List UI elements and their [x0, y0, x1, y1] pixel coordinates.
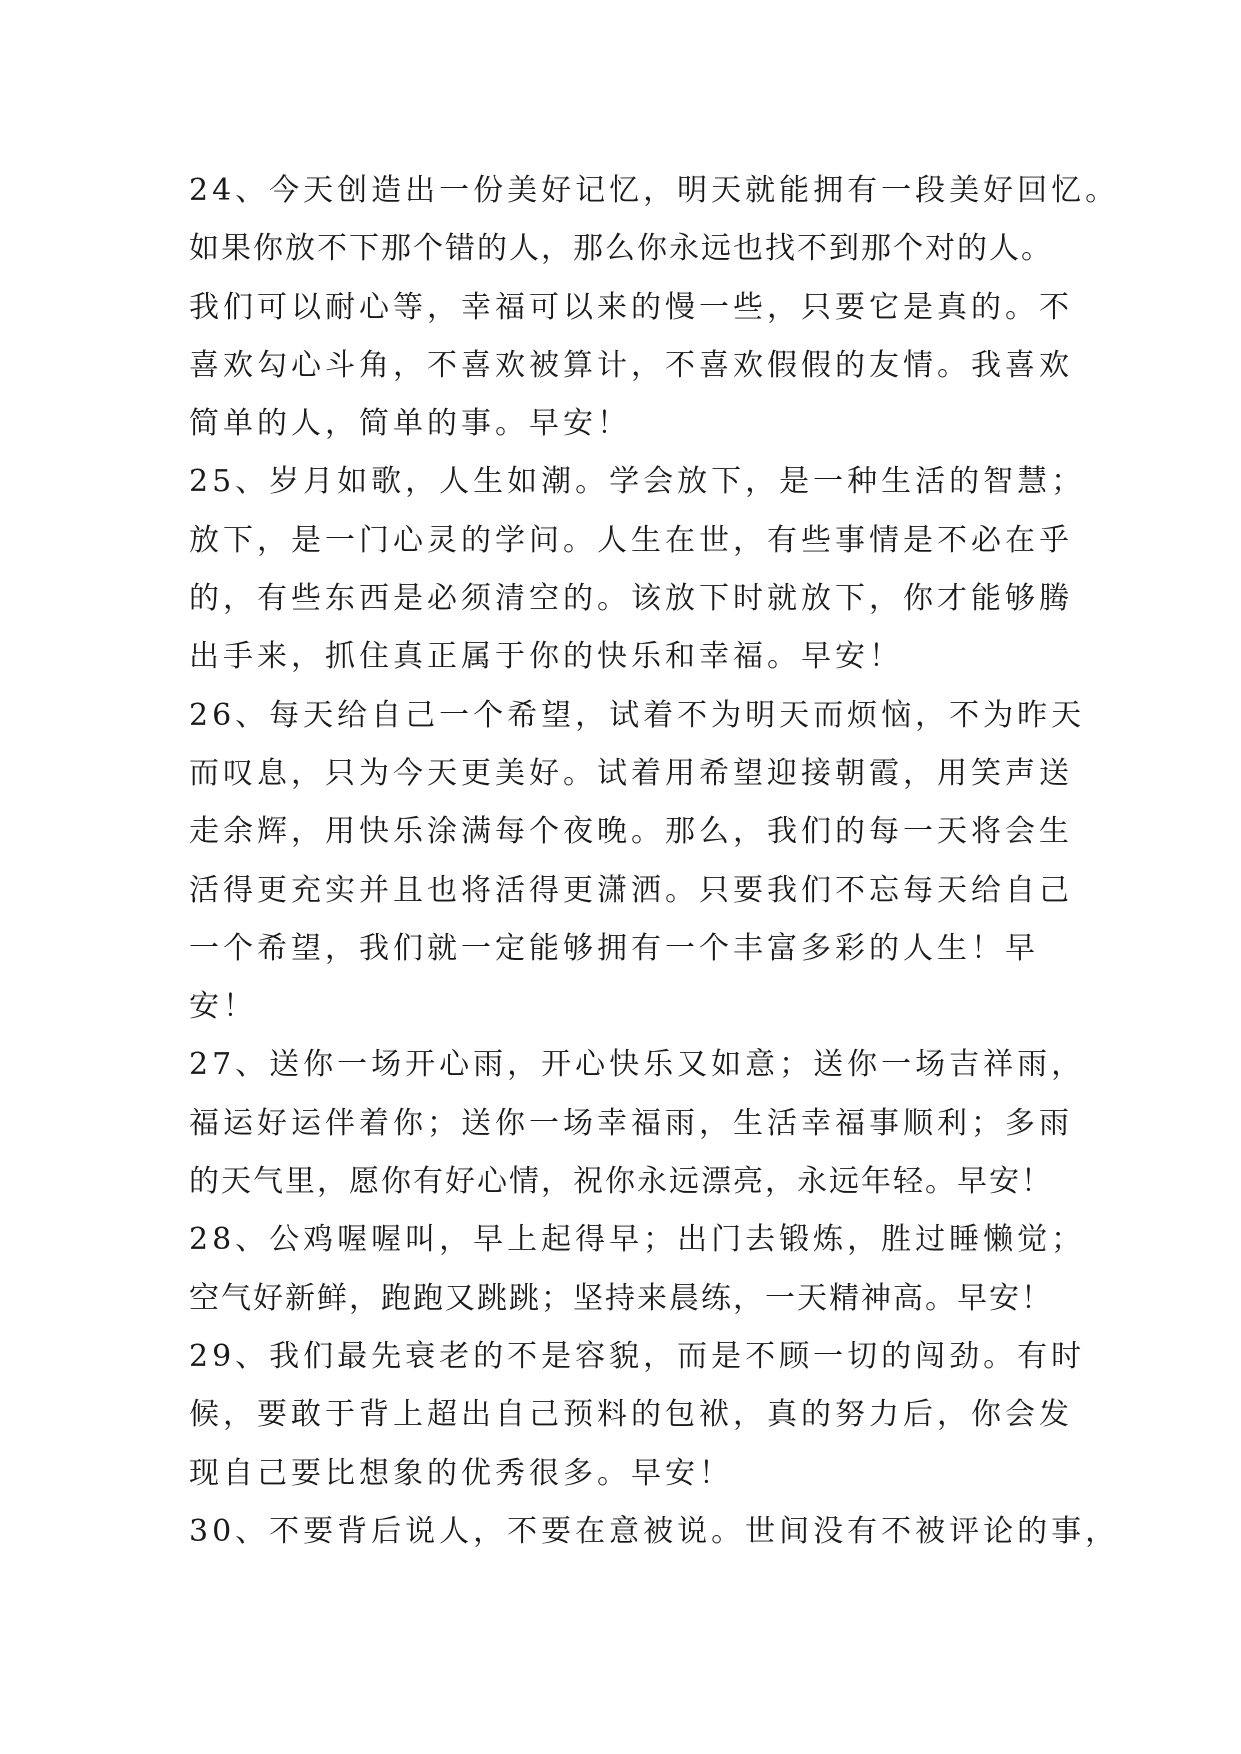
text-line: 如果你放不下那个错的人，那么你永远也找不到那个对的人。	[189, 231, 1053, 267]
text-line: 放下，是一门心灵的学问。人生在世，有些事情是不必在乎	[189, 522, 1073, 558]
text-line: 一个希望，我们就一定能够拥有一个丰富多彩的人生！早	[189, 930, 1039, 966]
document-body	[189, 162, 1209, 1561]
text-line: 出手来，抓住真正属于你的快乐和幸福。早安！	[189, 639, 903, 675]
text-line: 的，有些东西是必须清空的。该放下时就放下，你才能够腾	[189, 581, 1073, 617]
text-line: 现自己要比想象的优秀很多。早安！	[189, 1455, 733, 1491]
text-line: 简单的人，简单的事。早安！	[189, 406, 631, 442]
text-line: 28、公鸡喔喔叫，早上起得早；出门去锻炼，胜过睡懒觉；	[189, 1222, 1086, 1258]
text-line: 26、每天给自己一个希望，试着不为明天而烦恼，不为昨天	[189, 697, 1086, 733]
text-line: 我们可以耐心等，幸福可以来的慢一些，只要它是真的。不	[189, 289, 1073, 325]
text-line: 福运好运伴着你；送你一场幸福雨，生活幸福事顺利；多雨	[189, 1105, 1073, 1141]
text-line: 安！	[189, 989, 257, 1025]
text-line: 29、我们最先衰老的不是容貌，而是不顾一切的闯劲。有时	[189, 1338, 1086, 1374]
text-line: 喜欢勾心斗角，不喜欢被算计，不喜欢假假的友情。我喜欢	[189, 347, 1073, 383]
text-line: 空气好新鲜，跑跑又跳跳；坚持来晨练，一天精神高。早安！	[189, 1280, 1053, 1316]
text-line: 25、岁月如歌，人生如潮。学会放下，是一种生活的智慧；	[189, 464, 1086, 500]
text-line: 而叹息，只为今天更美好。试着用希望迎接朝霞，用笑声送	[189, 755, 1073, 791]
text-line: 走余辉，用快乐涂满每个夜晚。那么，我们的每一天将会生	[189, 814, 1073, 850]
text-line: 候，要敢于背上超出自己预料的包袱，真的努力后，你会发	[189, 1397, 1073, 1433]
text-line: 活得更充实并且也将活得更潇洒。只要我们不忘每天给自己	[189, 872, 1073, 908]
text-line: 27、送你一场开心雨，开心快乐又如意；送你一场吉祥雨，	[189, 1047, 1086, 1083]
text-line: 24、今天创造出一份美好记忆，明天就能拥有一段美好回忆。	[189, 173, 1120, 208]
text-line: 的天气里，愿你有好心情，祝你永远漂亮，永远年轻。早安！	[189, 1164, 1053, 1200]
text-line: 30、不要背后说人，不要在意被说。世间没有不被评论的事，	[189, 1513, 1120, 1549]
